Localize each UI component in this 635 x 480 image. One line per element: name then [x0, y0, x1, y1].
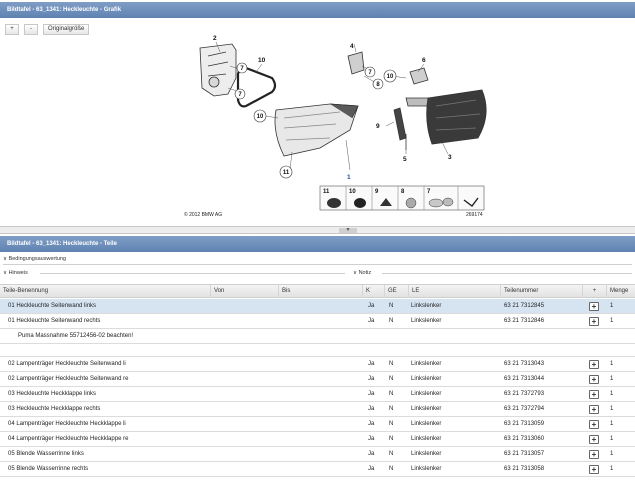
cell-le: Linkslenker — [411, 451, 442, 457]
lamp-carrier-left-shape — [200, 44, 236, 96]
column-header-name[interactable]: Teile-Benennung — [3, 288, 49, 294]
callout-3[interactable]: 3 — [448, 154, 452, 161]
cell-le: Linkslenker — [411, 406, 442, 412]
cell-part-number: 63 21 7372793 — [504, 391, 545, 397]
original-size-button[interactable]: Originalgröße — [43, 24, 89, 35]
cell-part-number: 63 21 7372794 — [504, 406, 545, 412]
cell-le: Linkslenker — [411, 421, 442, 427]
cell-le: Linkslenker — [411, 361, 442, 367]
cell-le: Linkslenker — [411, 466, 442, 472]
cell-ge: N — [389, 391, 394, 397]
callout-4[interactable]: 4 — [350, 43, 354, 50]
column-header-von[interactable]: Von — [210, 285, 278, 298]
condition-evaluation-label: Bedingungsauswertung — [8, 256, 67, 262]
cell-part-number: 63 21 7313044 — [504, 376, 545, 382]
cell-ge: N — [389, 421, 394, 427]
small-parts-legend — [320, 186, 484, 210]
cell-add — [589, 417, 599, 431]
table-row[interactable] — [0, 387, 635, 402]
divider — [3, 264, 632, 265]
column-header-bis[interactable]: Bis — [278, 285, 362, 298]
cell-ge: N — [389, 361, 394, 367]
cell-part-name: 02 Lampenträger Heckleuchte Seitenwand li — [8, 361, 126, 367]
tail-light-right-shape — [427, 90, 486, 144]
cell-part-name: 03 Heckleuchte Heckklappe links — [8, 391, 97, 397]
cell-add — [589, 299, 599, 313]
cell-part-number: 63 21 7313057 — [504, 451, 545, 457]
chevron-down-icon: ∨ — [353, 270, 358, 276]
callout-1[interactable]: 1 — [347, 174, 351, 181]
table-row[interactable] — [0, 314, 635, 329]
callout-7-a[interactable]: 7 — [240, 66, 244, 72]
column-header-k[interactable]: K — [362, 285, 384, 298]
callout-11[interactable]: 11 — [282, 170, 290, 176]
cell-k: Ja — [368, 436, 375, 442]
hint-label: Hinweis — [8, 270, 28, 276]
callout-9[interactable]: 9 — [376, 123, 380, 130]
hint-toggle[interactable] — [3, 270, 28, 276]
cell-quantity: 1 — [610, 406, 614, 412]
cell-k: Ja — [368, 421, 375, 427]
add-to-cart-button[interactable]: + — [589, 420, 599, 429]
cell-quantity: 1 — [610, 451, 614, 457]
cell-le: Linkslenker — [411, 318, 442, 324]
table-row[interactable] — [0, 432, 635, 447]
cell-quantity: 1 — [610, 466, 614, 472]
notiz-toggle[interactable] — [353, 270, 371, 276]
table-row[interactable] — [0, 299, 635, 314]
callout-6[interactable]: 6 — [422, 57, 426, 64]
cell-le: Linkslenker — [411, 303, 442, 309]
table-note-row[interactable] — [0, 329, 635, 344]
cell-add — [589, 372, 599, 386]
callout-2[interactable]: 2 — [213, 35, 217, 42]
cell-add — [589, 447, 599, 461]
cell-quantity: 1 — [610, 421, 614, 427]
cell-quantity: 1 — [610, 361, 614, 367]
cell-part-name: 02 Lampenträger Heckleuchte Seitenwand re — [8, 376, 129, 382]
cell-part-number: 63 21 7312846 — [504, 318, 545, 324]
splitter-collapse-icon[interactable]: ▼ — [339, 228, 357, 233]
cell-k: Ja — [368, 391, 375, 397]
cell-add — [589, 402, 599, 416]
cell-part-name: 05 Blende Wasserrinne links — [8, 451, 84, 457]
cell-le: Linkslenker — [411, 391, 442, 397]
graphic-panel-title: Bildtafel - 63_1341: Heckleuchte - Grafik — [0, 2, 635, 18]
cell-ge: N — [389, 303, 394, 309]
panel-splitter[interactable] — [0, 226, 635, 234]
cell-quantity: 1 — [610, 376, 614, 382]
cell-k: Ja — [368, 361, 375, 367]
cell-k: Ja — [368, 451, 375, 457]
cell-part-number: 63 21 7313060 — [504, 436, 545, 442]
notiz-label: Notiz — [358, 270, 372, 276]
legend-8: 8 — [401, 189, 405, 195]
note-text: Puma Massnahme 55712456-02 beachten! — [18, 333, 134, 339]
chevron-down-icon: ∨ — [3, 256, 8, 262]
column-header-quantity[interactable]: Menge — [606, 285, 635, 298]
cell-ge: N — [389, 466, 394, 472]
cell-le: Linkslenker — [411, 436, 442, 442]
cell-part-number: 63 21 7313043 — [504, 361, 545, 367]
add-to-cart-button[interactable]: + — [589, 390, 599, 399]
cell-k: Ja — [368, 303, 375, 309]
zoom-toolbar — [5, 24, 89, 35]
cell-add — [589, 314, 599, 328]
cell-quantity: 1 — [610, 391, 614, 397]
cell-ge: N — [389, 406, 394, 412]
cell-k: Ja — [368, 318, 375, 324]
cell-add — [589, 432, 599, 446]
cell-le: Linkslenker — [411, 376, 442, 382]
add-to-cart-button[interactable]: + — [589, 302, 599, 311]
column-header-le[interactable]: LE — [408, 285, 500, 298]
cell-k: Ja — [368, 406, 375, 412]
cell-part-number: 63 21 7313058 — [504, 466, 545, 472]
add-to-cart-button[interactable]: + — [589, 465, 599, 474]
seal-shape — [238, 68, 275, 107]
divider — [40, 273, 345, 274]
add-to-cart-button[interactable]: + — [589, 360, 599, 369]
copyright-text: © 2012 BMW AG — [184, 212, 223, 218]
table-row[interactable] — [0, 447, 635, 462]
add-to-cart-button[interactable]: + — [589, 435, 599, 444]
table-row[interactable] — [0, 462, 635, 477]
legend-7: 7 — [427, 189, 431, 195]
cell-add — [589, 462, 599, 476]
table-row[interactable] — [0, 402, 635, 417]
cell-part-number: 63 21 7313059 — [504, 421, 545, 427]
legend-11: 11 — [323, 189, 330, 195]
cell-part-number: 63 21 7312845 — [504, 303, 545, 309]
cell-k: Ja — [368, 376, 375, 382]
cell-part-name: 04 Lampenträger Heckleuchte Heckklappe re — [8, 436, 129, 442]
cell-ge: N — [389, 451, 394, 457]
column-header-part-number[interactable]: Teilenummer — [500, 285, 582, 298]
table-row[interactable] — [0, 417, 635, 432]
legend-9: 9 — [375, 189, 379, 195]
cell-part-name: 01 Heckleuchte Seitenwand rechts — [8, 318, 101, 324]
column-header-ge[interactable]: GE — [384, 285, 408, 298]
parts-panel-title: Bildtafel - 63_1341: Heckleuchte - Teile — [0, 236, 635, 252]
table-row[interactable] — [0, 357, 635, 372]
parts-diagram[interactable] — [180, 22, 500, 220]
parts-table-header — [0, 284, 635, 298]
cell-k: Ja — [368, 466, 375, 472]
cell-quantity: 1 — [610, 318, 614, 324]
callout-12[interactable]: 10 — [258, 57, 266, 64]
divider — [382, 273, 632, 274]
callout-10-a[interactable]: 10 — [256, 114, 264, 120]
cell-part-name: 05 Blende Wasserrinne rechts — [8, 466, 89, 472]
cell-quantity: 1 — [610, 436, 614, 442]
cell-add — [589, 387, 599, 401]
cell-ge: N — [389, 318, 394, 324]
callout-7-c[interactable]: 7 — [368, 70, 372, 76]
callout-8[interactable]: 8 — [376, 82, 380, 88]
add-to-cart-button[interactable]: + — [589, 375, 599, 384]
diagram-id-text: 269174 — [466, 212, 483, 218]
cell-part-name: 04 Lampenträger Heckleuchte Heckklappe li — [8, 421, 126, 427]
zoom-in-button[interactable]: + — [5, 24, 19, 35]
table-spacer-row — [0, 344, 635, 357]
add-to-cart-button[interactable]: + — [589, 317, 599, 326]
callout-10-b[interactable]: 10 — [386, 74, 394, 80]
cell-ge: N — [389, 436, 394, 442]
add-to-cart-button[interactable]: + — [589, 450, 599, 459]
cell-part-name: 01 Heckleuchte Seitenwand links — [8, 303, 97, 309]
legend-10: 10 — [349, 189, 356, 195]
cell-quantity: 1 — [610, 303, 614, 309]
callout-7-b[interactable]: 7 — [238, 92, 242, 98]
chevron-down-icon: ∨ — [3, 270, 8, 276]
table-row[interactable] — [0, 372, 635, 387]
column-header-add[interactable]: + — [582, 285, 606, 298]
strip-shape — [394, 108, 406, 140]
bracket-shape — [348, 52, 364, 74]
callout-5[interactable]: 5 — [403, 156, 407, 163]
cell-ge: N — [389, 376, 394, 382]
zoom-out-button[interactable]: - — [24, 24, 38, 35]
add-to-cart-button[interactable]: + — [589, 405, 599, 414]
cell-part-name: 03 Heckleuchte Heckklappe rechts — [8, 406, 101, 412]
cell-add — [589, 357, 599, 371]
condition-evaluation-toggle[interactable] — [3, 256, 66, 262]
